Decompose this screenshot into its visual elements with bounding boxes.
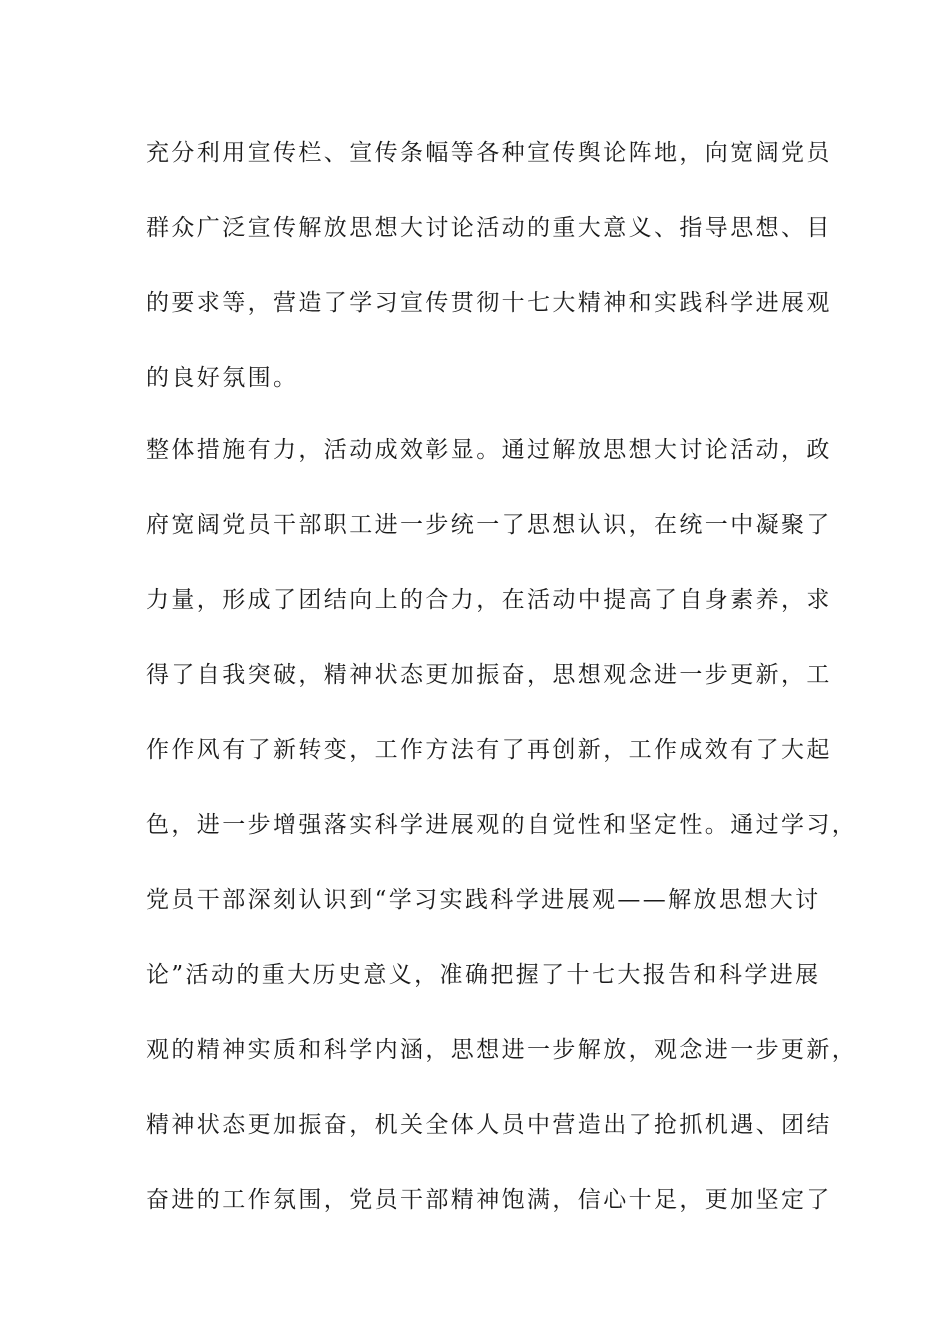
paragraph-line: 整体措施有力，活动成效彰显。通过解放思想大讨论活动，政 — [146, 437, 832, 463]
paragraph-line: 的良好氛围。 — [146, 365, 299, 391]
paragraph-line: 观的精神实质和科学内涵，思想进一步解放，观念进一步更新， — [146, 1037, 858, 1063]
paragraph-line: 作作风有了新转变，工作方法有了再创新，工作成效有了大起 — [146, 737, 832, 763]
paragraph-line: 府宽阔党员干部职工进一步统一了思想认识，在统一中凝聚了 — [146, 512, 832, 538]
paragraph-line: 得了自我突破，精神状态更加振奋，思想观念进一步更新，工 — [146, 662, 832, 688]
paragraph-line: 充分利用宣传栏、宣传条幅等各种宣传舆论阵地，向宽阔党员 — [146, 140, 832, 166]
paragraph-line: 的要求等，营造了学习宣传贯彻十七大精神和实践科学进展观 — [146, 290, 832, 316]
paragraph-line: 色，进一步增强落实科学进展观的自觉性和坚定性。通过学习， — [146, 812, 858, 838]
paragraph-line: 论”活动的重大历史意义，准确把握了十七大报告和科学进展 — [146, 962, 821, 988]
paragraph-line: 奋进的工作氛围，党员干部精神饱满，信心十足，更加坚定了 — [146, 1187, 832, 1213]
paragraph-line: 党员干部深刻认识到“学习实践科学进展观——解放思想大讨 — [146, 887, 821, 913]
paragraph-line: 精神状态更加振奋，机关全体人员中营造出了抢抓机遇、团结 — [146, 1112, 832, 1138]
paragraph-line: 力量，形成了团结向上的合力，在活动中提高了自身素养，求 — [146, 587, 832, 613]
paragraph-line: 群众广泛宣传解放思想大讨论活动的重大意义、指导思想、目 — [146, 215, 832, 241]
